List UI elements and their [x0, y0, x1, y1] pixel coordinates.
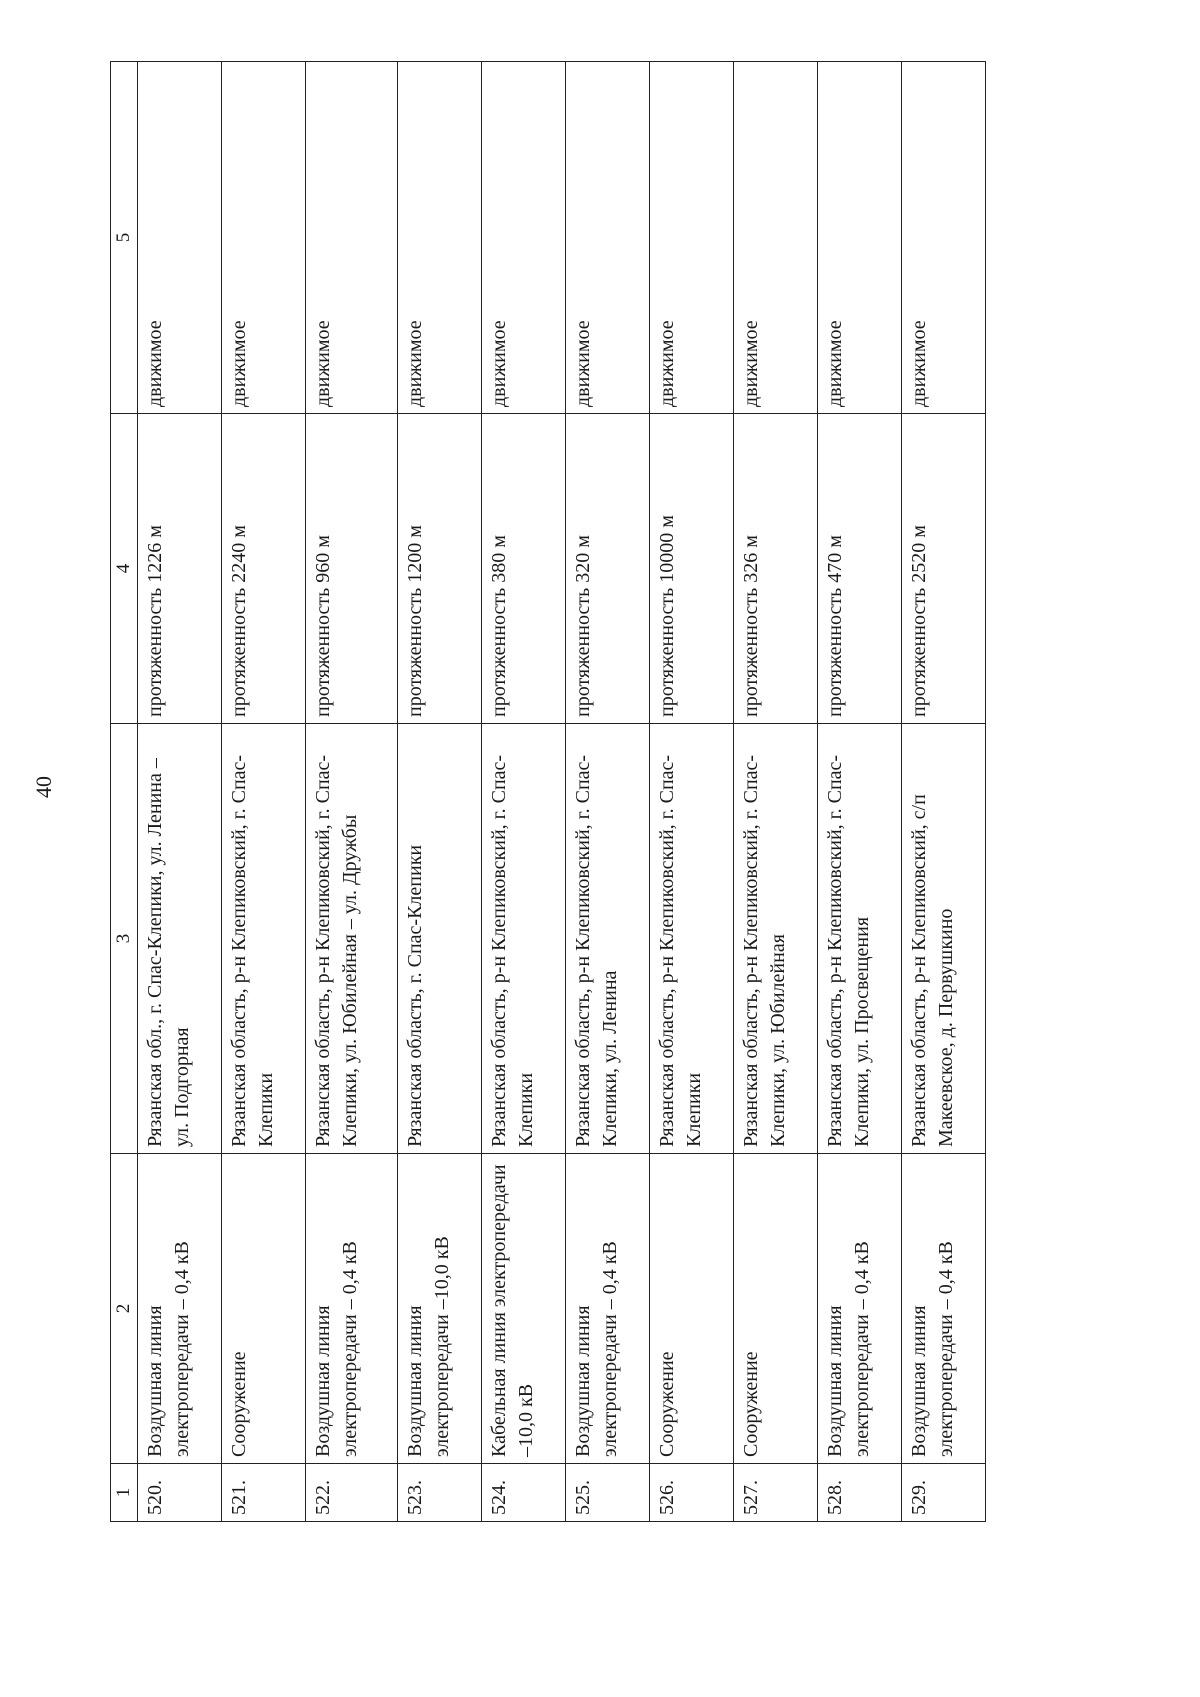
- object-address: Рязанская область, р-н Клепиковский, г. Спас-Клепики: [650, 724, 734, 1154]
- property-type: движимое: [650, 62, 734, 414]
- object-name: Воздушная линия электропередачи – 0,4 кВ: [818, 1154, 902, 1464]
- object-characteristics: протяженность 470 м: [818, 414, 902, 724]
- object-address: Рязанская область, р-н Клепиковский, г. Спас-Клепики: [222, 724, 306, 1154]
- row-number: 521.: [222, 1464, 306, 1522]
- object-characteristics: протяженность 10000 м: [650, 414, 734, 724]
- property-registry-table: [110, 61, 986, 1522]
- column-header-3: 3: [111, 724, 138, 1154]
- table-row: [650, 62, 734, 1522]
- table-row: [138, 62, 222, 1522]
- page-number: 40: [31, 776, 56, 798]
- table-row: [566, 62, 650, 1522]
- row-number: 526.: [650, 1464, 734, 1522]
- property-type: движимое: [398, 62, 482, 414]
- object-address: Рязанская область, р-н Клепиковский, г. Спас-Клепики, ул. Ленина: [566, 724, 650, 1154]
- property-type: движимое: [734, 62, 818, 414]
- object-name: Воздушная линия электропередачи –10,0 кВ: [398, 1154, 482, 1464]
- row-number: 523.: [398, 1464, 482, 1522]
- object-characteristics: протяженность 1226 м: [138, 414, 222, 724]
- table-row: [482, 62, 566, 1522]
- table-row: [818, 62, 902, 1522]
- row-number: 528.: [818, 1464, 902, 1522]
- object-address: Рязанская область, р-н Клепиковский, г. Спас-Клепики, ул. Просвещения: [818, 724, 902, 1154]
- object-characteristics: протяженность 2240 м: [222, 414, 306, 724]
- object-characteristics: протяженность 960 м: [306, 414, 398, 724]
- row-number: 524.: [482, 1464, 566, 1522]
- row-number: 525.: [566, 1464, 650, 1522]
- rotated-page-content: [110, 62, 1200, 1522]
- property-type: движимое: [482, 62, 566, 414]
- row-number: 529.: [902, 1464, 986, 1522]
- object-name: Сооружение: [222, 1154, 306, 1464]
- property-type: движимое: [902, 62, 986, 414]
- property-type: движимое: [566, 62, 650, 414]
- row-number: 522.: [306, 1464, 398, 1522]
- object-name: Сооружение: [734, 1154, 818, 1464]
- table-row: [734, 62, 818, 1522]
- column-header-4: 4: [111, 414, 138, 724]
- object-address: Рязанская область, р-н Клепиковский, с/п Макеевское, д. Первушкино: [902, 724, 986, 1154]
- object-name: Воздушная линия электропередачи – 0,4 кВ: [902, 1154, 986, 1464]
- table-row: [902, 62, 986, 1522]
- row-number: 527.: [734, 1464, 818, 1522]
- table-row: [222, 62, 306, 1522]
- object-characteristics: протяженность 1200 м: [398, 414, 482, 724]
- column-header-1: 1: [111, 1464, 138, 1522]
- property-type: движимое: [818, 62, 902, 414]
- object-characteristics: протяженность 2520 м: [902, 414, 986, 724]
- object-characteristics: протяженность 380 м: [482, 414, 566, 724]
- object-characteristics: протяженность 320 м: [566, 414, 650, 724]
- object-address: Рязанская область, г. Спас-Клепики: [398, 724, 482, 1154]
- object-characteristics: протяженность 326 м: [734, 414, 818, 724]
- object-name: Воздушная линия электропередачи – 0,4 кВ: [306, 1154, 398, 1464]
- column-header-2: 2: [111, 1154, 138, 1464]
- table-row: [398, 62, 482, 1522]
- object-name: Кабельная линия электропередачи –10,0 кВ: [482, 1154, 566, 1464]
- property-type: движимое: [138, 62, 222, 414]
- table-row: [306, 62, 398, 1522]
- object-address: Рязанская обл., г. Спас-Клепики, ул. Ленина – ул. Подгорная: [138, 724, 222, 1154]
- object-address: Рязанская область, р-н Клепиковский, г. Спас-Клепики: [482, 724, 566, 1154]
- column-header-5: 5: [111, 62, 138, 414]
- object-name: Сооружение: [650, 1154, 734, 1464]
- property-type: движимое: [222, 62, 306, 414]
- table-header-row: [111, 62, 138, 1522]
- object-name: Воздушная линия электропередачи – 0,4 кВ: [566, 1154, 650, 1464]
- object-address: Рязанская область, р-н Клепиковский, г. Спас-Клепики, ул. Юбилейная – ул. Дружбы: [306, 724, 398, 1154]
- property-type: движимое: [306, 62, 398, 414]
- row-number: 520.: [138, 1464, 222, 1522]
- object-address: Рязанская область, р-н Клепиковский, г. Спас-Клепики, ул. Юбилейная: [734, 724, 818, 1154]
- object-name: Воздушная линия электропередачи – 0,4 кВ: [138, 1154, 222, 1464]
